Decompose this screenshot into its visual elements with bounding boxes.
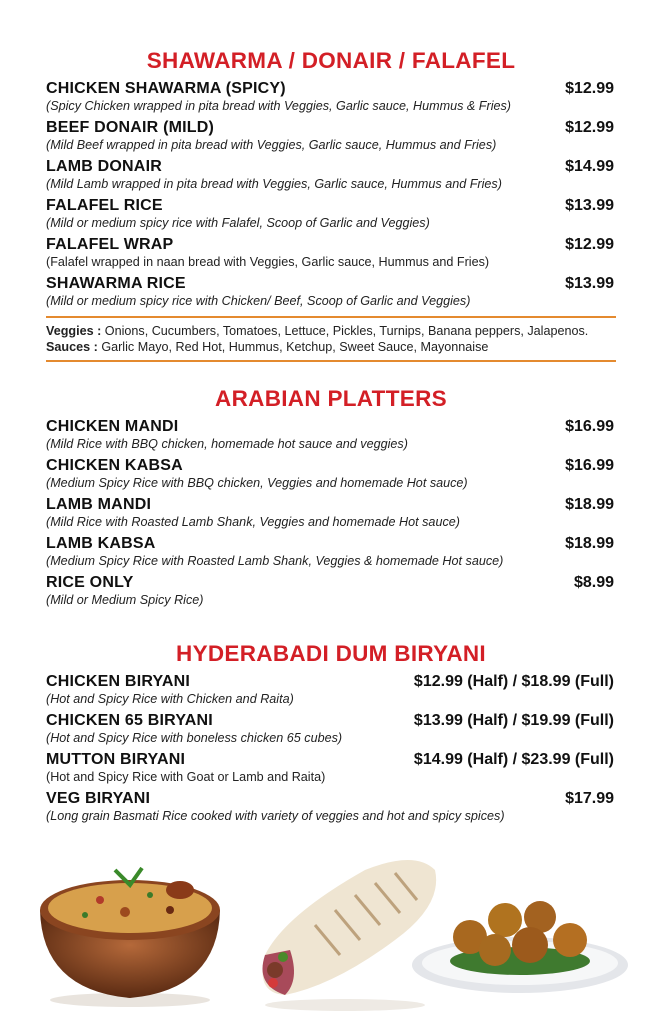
item-price: $12.99 <box>565 80 614 97</box>
menu-item <box>46 80 614 113</box>
item-price: $13.99 <box>565 197 614 214</box>
item-price: $13.99 (Half) / $19.99 (Full) <box>413 712 614 729</box>
item-description: (Mild or medium spicy rice with Chicken/ Beef, Scoop of Garlic and Veggies) <box>46 294 471 308</box>
item-name: CHICKEN BIRYANI <box>46 673 191 690</box>
item-name: VEG BIRYANI <box>46 790 151 807</box>
menu-item <box>46 751 614 784</box>
item-price: $12.99 <box>565 236 614 253</box>
item-description: (Mild Rice with BBQ chicken, homemade hot sauce and veggies) <box>46 437 408 451</box>
section-title-shawarma: SHAWARMA / DONAIR / FALAFEL <box>146 48 516 73</box>
menu-item <box>46 457 614 490</box>
menu-item <box>46 197 614 230</box>
veggies-sauces-notes <box>46 323 626 355</box>
item-description: (Hot and Spicy Rice with boneless chicken 65 cubes) <box>46 731 343 745</box>
item-name: LAMB KABSA <box>46 535 156 552</box>
item-description: (Mild or Medium Spicy Rice) <box>46 593 204 607</box>
item-description: (Falafel wrapped in naan bread with Veggies, Garlic sauce, Hummus and Fries) <box>46 255 490 269</box>
falafel-plate-image <box>410 895 630 1015</box>
item-name: CHICKEN SHAWARMA (SPICY) <box>46 80 286 97</box>
item-name: FALAFEL WRAP <box>46 236 174 253</box>
menu-item <box>46 418 614 451</box>
veggies-list: Onions, Cucumbers, Tomatoes, Lettuce, Pickles, Turnips, Banana peppers, Jalapenos. <box>104 324 589 338</box>
item-price: $16.99 <box>565 418 614 435</box>
biryani-bowl-image <box>30 850 230 1010</box>
item-description: (Mild Rice with Roasted Lamb Shank, Veggies and homemade Hot sauce) <box>46 515 460 529</box>
divider <box>46 316 616 318</box>
item-name: CHICKEN KABSA <box>46 457 183 474</box>
veggies-label: Veggies : <box>46 324 102 338</box>
item-name: BEEF DONAIR (MILD) <box>46 119 215 136</box>
item-price: $18.99 <box>565 496 614 513</box>
item-name: CHICKEN 65 BIRYANI <box>46 712 213 729</box>
item-description: (Hot and Spicy Rice with Goat or Lamb and Raita) <box>46 770 326 784</box>
item-description: (Medium Spicy Rice with Roasted Lamb Shank, Veggies & homemade Hot sauce) <box>46 554 504 568</box>
section-title-biryani: HYDERABADI DUM BIRYANI <box>176 641 486 666</box>
menu-item <box>46 158 614 191</box>
menu-item <box>46 236 614 269</box>
item-description: (Hot and Spicy Rice with Chicken and Raita) <box>46 692 294 706</box>
item-price: $14.99 (Half) / $23.99 (Full) <box>413 751 614 768</box>
menu-item <box>46 790 614 823</box>
item-name: RICE ONLY <box>46 574 134 591</box>
menu-item <box>46 119 614 152</box>
item-description: (Mild Lamb wrapped in pita bread with Veggies, Garlic sauce, Hummus and Fries) <box>46 177 502 191</box>
sauces-label: Sauces : <box>46 340 98 354</box>
menu-item <box>46 673 614 706</box>
item-price: $17.99 <box>565 790 614 807</box>
item-name: LAMB MANDI <box>46 496 152 513</box>
item-price: $16.99 <box>565 457 614 474</box>
item-name: SHAWARMA RICE <box>46 275 186 292</box>
item-price: $12.99 <box>565 119 614 136</box>
item-description: (Mild Beef wrapped in pita bread with Veggies, Garlic sauce, Hummus and Fries) <box>46 138 497 152</box>
item-price: $13.99 <box>565 275 614 292</box>
item-name: MUTTON BIRYANI <box>46 751 186 768</box>
item-name: FALAFEL RICE <box>46 197 163 214</box>
item-description: (Medium Spicy Rice with BBQ chicken, Veggies and homemade Hot sauce) <box>46 476 468 490</box>
item-description: (Long grain Basmati Rice cooked with variety of veggies and hot and spicy spices) <box>46 809 505 823</box>
item-description: (Mild or medium spicy rice with Falafel, Scoop of Garlic and Veggies) <box>46 216 430 230</box>
menu-item <box>46 535 614 568</box>
menu-item <box>46 574 614 607</box>
sauces-list: Garlic Mayo, Red Hot, Hummus, Ketchup, Sweet Sauce, Mayonnaise <box>101 340 489 354</box>
item-price: $12.99 (Half) / $18.99 (Full) <box>413 673 614 690</box>
item-name: CHICKEN MANDI <box>46 418 179 435</box>
divider <box>46 360 616 362</box>
item-name: LAMB DONAIR <box>46 158 162 175</box>
item-price: $18.99 <box>565 535 614 552</box>
menu-item <box>46 275 614 308</box>
section-title-arabian-platters: ARABIAN PLATTERS <box>215 386 447 411</box>
item-description: (Spicy Chicken wrapped in pita bread with Veggies, Garlic sauce, Hummus & Fries) <box>46 99 511 113</box>
menu-item <box>46 712 614 745</box>
item-price: $8.99 <box>573 574 614 591</box>
menu-item <box>46 496 614 529</box>
item-price: $14.99 <box>565 158 614 175</box>
